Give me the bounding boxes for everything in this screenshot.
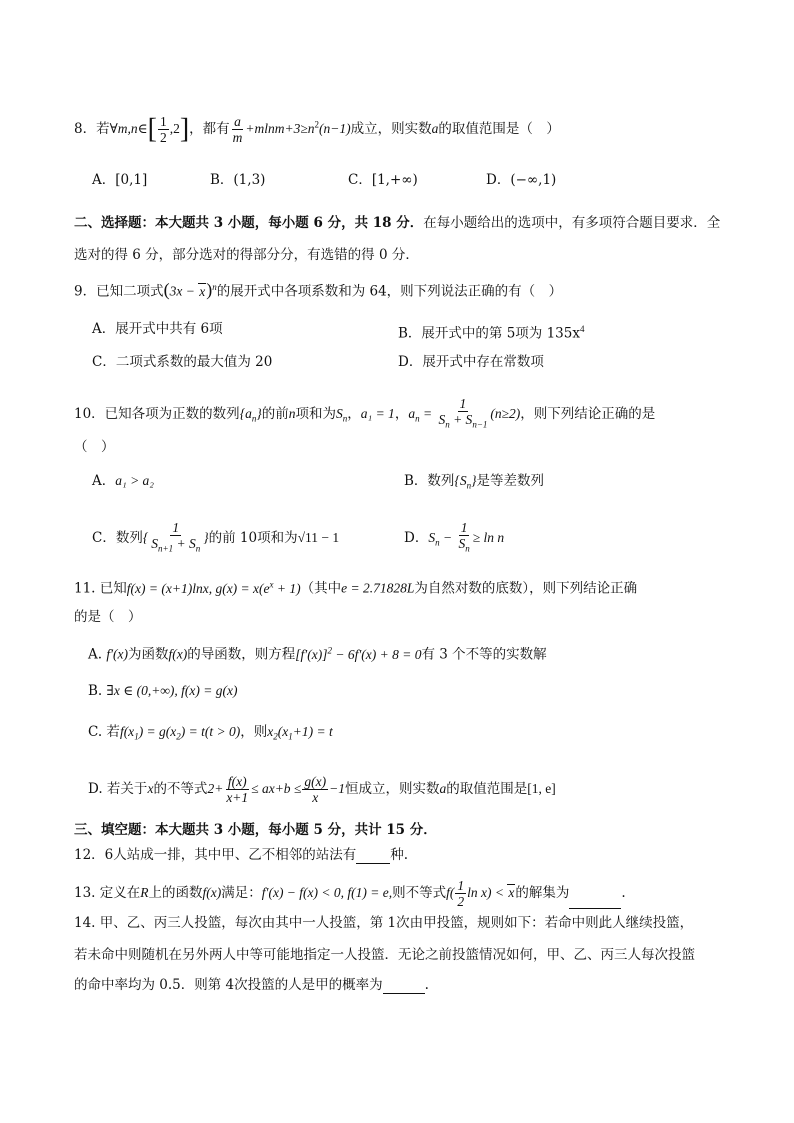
q10-stem-d: ， xyxy=(347,405,361,422)
q11-c-a: C. 若 xyxy=(88,724,120,740)
q8-option-b: B．(1,3) xyxy=(210,172,266,188)
q11-b-label: B. xyxy=(88,683,103,699)
section3-title: 三、填空题：本大题共 3 小题，每小题 5 分，共计 15 分． xyxy=(74,822,437,838)
q8-hi: ,2 xyxy=(169,121,180,136)
q9-option-d: D．展开式中存在常数项 xyxy=(398,354,544,370)
q8-tail: 成立，则实数 xyxy=(350,121,432,137)
q11-d-d: 的取值范围是 xyxy=(446,781,528,797)
q11-a-b: 为函数 xyxy=(128,646,169,663)
q9-stem-b: 的展开式中各项系数和为 64，则下列说法正确的有（ ） xyxy=(216,283,563,300)
q8-stem: 8．若∀m,n∈[ $\frac{1}{2}$ ,2]，都有 $\frac{a}{m}$ $+mlnm+3\ge n^2(n-1)$成立，则实数a的取值范围是（ ） xyxy=(74,113,560,145)
q14-line3-text: 的命中率均为 0.5．则第 4次投篮的人是甲的概率为 xyxy=(74,977,383,993)
q9-stem: 9．已知二项式$(3x - x)^n$的展开式中各项系数和为 64，则下列说法正确的有（ ） xyxy=(74,279,563,300)
q10-a-label: A． xyxy=(92,473,116,489)
q10-c-val: √11 − 1 xyxy=(297,529,340,545)
q13-r: R xyxy=(140,885,149,900)
q10-cond: (n≥2) xyxy=(490,405,521,421)
q10-b-tail: 是等差数列 xyxy=(476,473,544,489)
q10-paren: （ ） xyxy=(74,439,115,455)
q10-an-pre: ， xyxy=(394,405,409,422)
section3-heading xyxy=(74,821,437,839)
q9-option-c: C．二项式系数的最大值为 20 xyxy=(92,354,273,370)
q9-option-b-text: B．展开式中的第 5项为 135x xyxy=(398,325,580,342)
q8-option-d: D．(−∞,1) xyxy=(486,172,557,188)
q8-cond: ∀m,n∈ xyxy=(109,121,148,136)
q14-line1: 14. 甲、乙、丙三人投篮，每次由其中一人投篮，第 1次由甲投篮，规则如下：若命中则此人继续投篮， xyxy=(74,915,694,931)
q8-frac-num: a xyxy=(234,114,241,129)
q9-stem-a: 9．已知二项式 xyxy=(74,283,164,300)
q11-d-b: 的不等式 xyxy=(153,781,208,797)
q13: 13. 定义在R上的函数f(x)满足：f′(x) − f(x) < 0, f(1) = e,则不等式f( $\frac{1}{2}$ ln x) < x的解集为 . xyxy=(74,878,626,909)
q12-text-a: 12．6人站成一排，其中甲、乙不相邻的站法有 xyxy=(74,847,357,863)
q8-ineq2: (n−1) xyxy=(319,121,351,136)
section2-line2: 选对的得 6 分，部分选对的得部分分，有选错的得 0 分． xyxy=(74,247,419,263)
q11-stem: 11. 已知f(x) = (x+1)lnx, $g(x) = x(e^x + 1)$（其中e = 2.71828L为自然对数的底数），则下列结论正确 xyxy=(74,579,638,597)
q8-ineq: +mlnm+3≥n xyxy=(245,121,315,136)
q8-lo-num: 1 xyxy=(159,114,167,129)
q11-c-b: ，则 xyxy=(240,724,268,740)
q10-stem-e: ，则下列结论正确的是 xyxy=(520,405,656,422)
q14-line3: 的命中率均为 0.5．则第 4次投篮的人是甲的概率为 . xyxy=(74,977,429,993)
q11-option-a: A. f′(x)为函数f(x)的导函数，则方程$[f'(x)]^2 - 6f'(x) + 8 = 0$有 3 个不等的实数解 xyxy=(88,645,547,663)
q11-a-a: A. xyxy=(88,646,103,663)
q11-stem-c: 为自然对数的底数），则下列结论正确 xyxy=(414,580,638,597)
q10-stem-b: 的前 xyxy=(261,405,289,422)
q10-c-label: C．数列 xyxy=(92,529,143,546)
q10-stem-c: 项和为 xyxy=(295,405,336,422)
q10-d-label: D． xyxy=(404,529,429,546)
q13-text-e: 的解集为 xyxy=(515,885,570,901)
q8-var: a xyxy=(431,121,439,136)
q10-c-tail: 的前 10项和为 xyxy=(208,529,298,546)
q11-d-a: D. 若关于 xyxy=(88,781,148,797)
q13-text-c: 满足： xyxy=(221,885,262,901)
q11-option-b: B. ∃x ∈ (0,+∞), f(x) = g(x) xyxy=(88,683,238,699)
section2-rest: 在每小题给出的选项中，有多项符合题目要求．全 xyxy=(423,215,721,231)
q14-line2: 若未命中则随机在另外两人中等可能地指定一人投篮．无论之前投篮情况如何，甲、乙、丙三人每次投篮 xyxy=(74,947,695,963)
q8-lo-den: 2 xyxy=(159,130,167,145)
q10-stem-a: 10．已知各项为正数的数列 xyxy=(74,405,240,422)
q11-d-c: 恒成立，则实数 xyxy=(344,781,440,797)
q12 xyxy=(74,846,408,864)
q13-text-a: 13. 定义在 xyxy=(74,885,141,901)
q10-option-a xyxy=(92,472,154,490)
q11-option-c: C. 若$f(x_1) = g(x_2) = t(t > 0)$，则$x_2(x_1+1) = t$ xyxy=(88,724,333,742)
q8-option-a: A．[0,1] xyxy=(92,172,148,188)
q8-number: 8．若 xyxy=(74,121,110,137)
q14-blank[interactable] xyxy=(383,993,425,994)
q11-a-d: 有 3 个不等的实数解 xyxy=(421,646,547,663)
q10-a1: a₁ = 1 xyxy=(360,405,395,421)
q13-text-d: 则不等式 xyxy=(392,885,447,901)
section2-heading xyxy=(74,214,720,232)
q9-option-a: A．展开式中共有 6项 xyxy=(92,321,223,337)
q10-b-label: B．数列 xyxy=(404,473,455,489)
q8-tail2: 的取值范围是（ ） xyxy=(438,121,560,137)
q8-option-c: C．[1,+∞) xyxy=(348,172,418,188)
q11-stem-b: （其中 xyxy=(300,580,342,597)
q12-text-b: 种. xyxy=(390,847,409,863)
section2-title: 二、选择题：本大题共 3 小题，每小题 6 分，共 18 分． xyxy=(74,215,424,231)
q11-e-val: e = 2.71828L xyxy=(341,580,415,596)
q9-option-b: B．展开式中的第 5项为 $135x^4$ xyxy=(398,324,585,342)
q11-stem-a: 11. 已知 xyxy=(74,580,127,597)
q12-blank[interactable] xyxy=(356,863,390,864)
q8-mid: ，都有 xyxy=(189,121,230,137)
q10-a-text: a₁ > a₂ xyxy=(115,473,154,488)
q13-text-b: 上的函数 xyxy=(148,885,203,901)
q11-option-d: D. 若关于x的不等式2+ $\frac{f(x)}{x+1}$ ≤ ax+b ≤ $\frac{g(x)}{x}$ −1恒成立，则实数a的取值范围是[1, e] xyxy=(88,774,556,805)
q8-frac-den: m xyxy=(232,130,243,145)
q11-line2: 的是（ ） xyxy=(74,609,142,625)
q10-option-d: D．$S_n$ − $\frac{1}{S_n}$ ≥ ln n xyxy=(404,520,505,554)
q13-blank[interactable] xyxy=(569,908,621,909)
q11-a-c: 的导函数，则方程 xyxy=(187,646,296,663)
q10-stem: 10．已知各项为正数的数列$\{a_n\}$的前n项和为$S_n$，a₁ = 1，$a_n$ = $\frac{1}{S_n + S_{n-1}}$ (n≥2)，则下列结论正确的是 xyxy=(74,396,656,430)
q10-option-b: B．数列$\{S_n\}$是等差数列 xyxy=(404,473,544,491)
q10-option-c: C．数列{ $\frac{1}{S_{n+1} + S_n}$ }的前 10项和为√11 − 1 xyxy=(92,520,340,554)
